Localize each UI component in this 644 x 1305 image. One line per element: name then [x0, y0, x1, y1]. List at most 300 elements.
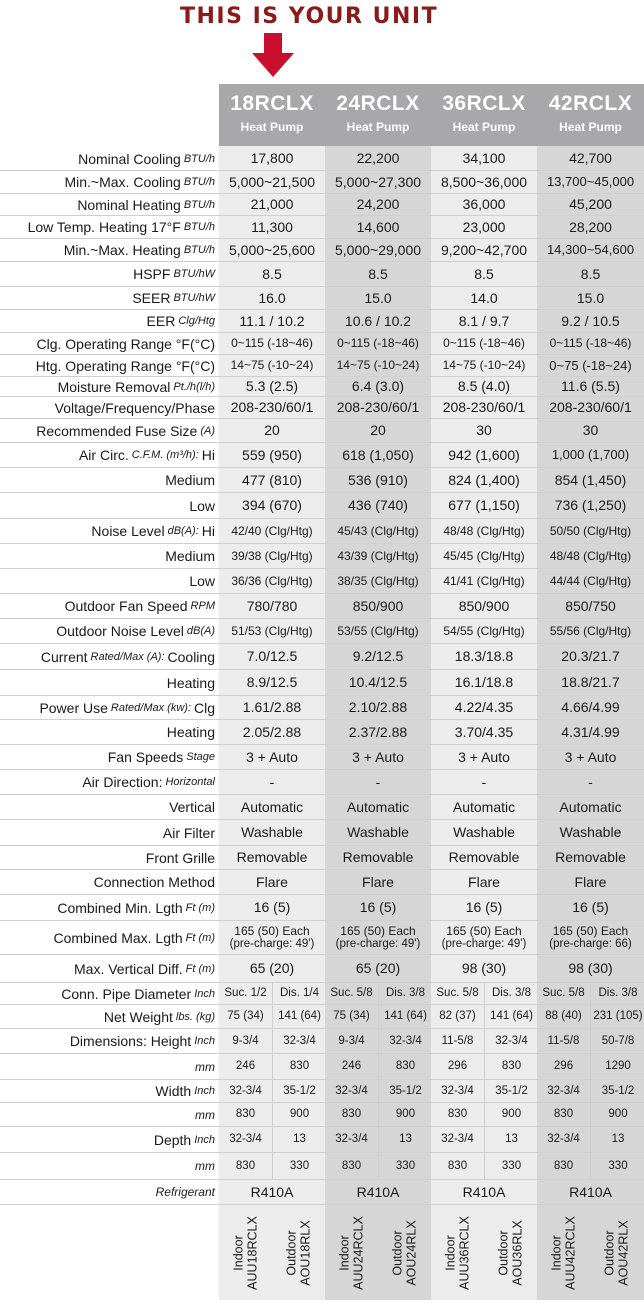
spec-value: 677 (1,150): [448, 497, 520, 514]
spec-value: 35-1/2: [272, 1080, 326, 1102]
spec-value: 0~115 (-18~46): [549, 336, 632, 351]
spec-value: 14.0: [470, 289, 498, 306]
spec-row: [0, 1080, 644, 1103]
spec-label: [0, 696, 215, 719]
unit-position: Outdoor: [496, 1229, 511, 1276]
spec-value: 14~75 (-10~24): [230, 358, 314, 373]
spec-label: [0, 468, 215, 492]
spec-label-text: Fan Speeds: [107, 749, 184, 765]
spec-value: 11-5/8: [547, 1034, 580, 1047]
spec-row: [0, 216, 644, 239]
spec-row: [0, 397, 644, 419]
spec-value: 30: [476, 422, 492, 439]
spec-label-text: Combined Min. Lgth: [57, 899, 183, 916]
spec-value: 296: [553, 1060, 574, 1073]
spec-label-text: Low: [189, 497, 215, 514]
spec-label-text: Air Filter: [162, 824, 215, 841]
unit-model-code: AOU42RLX: [617, 1219, 631, 1286]
spec-label-text: Recommended Fuse Size: [36, 422, 198, 439]
spec-value: 8.9/12.5: [246, 674, 298, 691]
spec-label: [0, 1080, 215, 1102]
spec-value: 42/40 (Clg/Htg): [231, 523, 313, 538]
unit-model-code: AUU18RCLX: [245, 1215, 260, 1290]
model-number: [496, 1220, 525, 1285]
spec-unit: BTU/hW: [173, 268, 215, 280]
spec-value: 0~115 (-18~46): [443, 336, 525, 351]
spec-label: [0, 1103, 215, 1126]
spec-row: [0, 795, 644, 820]
spec-value: 32-3/4: [229, 1084, 262, 1097]
spec-value: 8.5: [262, 265, 282, 282]
model-number-cell: [378, 1205, 431, 1300]
spec-label-text: Heating: [166, 724, 215, 740]
model-number-cell: [590, 1205, 644, 1300]
spec-value: 53/55 (Clg/Htg): [337, 623, 419, 638]
spec-value: 98 (30): [461, 960, 507, 977]
unit-model-code: AUU42RCLX: [563, 1215, 578, 1290]
spec-value: 1,000 (1,700): [551, 447, 630, 463]
spec-unit: Rated/Max (kw):: [110, 701, 191, 714]
spec-label: [0, 720, 215, 744]
spec-value: 330: [378, 1153, 432, 1179]
spec-label-text: Power Use: [39, 699, 108, 716]
spec-value: Dis. 3/8: [484, 983, 538, 1004]
spec-value: 65 (20): [355, 960, 401, 977]
spec-value: Flare: [362, 873, 394, 890]
spec-value: 36/36 (Clg/Htg): [231, 573, 313, 588]
model-number: [231, 1216, 260, 1290]
spec-value: Suc. 1/2: [224, 987, 267, 1000]
spec-value: 942 (1,600): [448, 446, 520, 463]
spec-label-text: Max. Vertical Diff.: [74, 960, 183, 977]
spec-row: [0, 419, 644, 443]
spec-label: [0, 419, 215, 442]
spec-label-text: EER: [146, 313, 176, 329]
spec-row: [0, 720, 644, 745]
spec-label: [0, 171, 215, 193]
spec-value: [325, 921, 431, 954]
spec-row: [0, 770, 644, 795]
spec-unit: BTU/h: [183, 244, 215, 256]
spec-label-text: Htg. Operating Range °F(°C): [35, 357, 215, 374]
spec-value: 41/41 (Clg/Htg): [443, 573, 525, 588]
spec-label: [0, 1127, 215, 1152]
spec-row: [0, 333, 644, 355]
spec-row: [0, 594, 644, 619]
spec-value: 15.0: [576, 289, 605, 306]
spec-value: 8.5: [474, 265, 494, 282]
spec-value: Suc. 5/8: [330, 987, 373, 1000]
model-number-cell: [219, 1205, 272, 1300]
spec-row: [0, 493, 644, 519]
spec-value: 8.5: [580, 265, 601, 282]
spec-row: [0, 1029, 644, 1054]
spec-value: 850/900: [352, 597, 404, 614]
spec-value-line: 165 (50) Each: [340, 924, 416, 939]
spec-value: 330: [272, 1153, 326, 1179]
spec-value: Removable: [555, 849, 626, 866]
spec-value: 50-7/8: [590, 1029, 644, 1053]
unit-position: Indoor: [549, 1234, 564, 1271]
spec-value: 35-1/2: [484, 1080, 538, 1102]
spec-value: 3 + Auto: [458, 748, 510, 765]
spec-unit: Pt./h(l/h): [173, 380, 215, 393]
spec-value: 231 (105): [590, 1005, 644, 1028]
spec-value: Washable: [559, 824, 622, 841]
spec-value: 88 (40): [545, 1010, 582, 1023]
spec-value-note: (pre-charge: 49'): [441, 937, 527, 950]
spec-label: [0, 619, 215, 643]
spec-label: [0, 194, 215, 215]
spec-row: [0, 239, 644, 262]
model-number: [443, 1216, 472, 1290]
spec-unit: BTU/h: [183, 176, 215, 188]
spec-value: 5,000~21,500: [228, 173, 316, 190]
spec-row: [0, 310, 644, 333]
spec-value: 54/55 (Clg/Htg): [443, 623, 525, 638]
spec-value: 32-3/4: [378, 1029, 432, 1053]
spec-unit: Inch: [194, 987, 215, 1000]
model-number-row: [219, 1205, 644, 1300]
spec-value: 830: [484, 1054, 538, 1079]
spec-value: 4.31/4.99: [561, 723, 620, 740]
spec-value: 330: [484, 1153, 538, 1179]
spec-value: 830: [235, 1159, 256, 1172]
spec-unit: (A): [200, 424, 215, 437]
spec-unit: BTU/h: [183, 198, 215, 211]
spec-label-text: Air Circ.: [78, 447, 129, 463]
spec-value: 330: [590, 1153, 644, 1179]
spec-value: 23,000: [462, 218, 506, 235]
spec-value: 14~75 (-10~24): [336, 358, 420, 373]
spec-value: 9-3/4: [338, 1034, 365, 1047]
spec-value: 208-230/60/1: [336, 399, 420, 416]
spec-value: 14~75 (-10~24): [442, 358, 526, 373]
spec-unit: mm: [195, 1107, 215, 1122]
spec-label-text: Min.~Max. Cooling: [64, 174, 181, 190]
spec-label-text: Min.~Max. Heating: [63, 242, 181, 258]
spec-value: Automatic: [240, 798, 304, 815]
spec-value: [219, 921, 325, 954]
spec-row: [0, 1054, 644, 1080]
spec-value: 7.0/12.5: [246, 648, 298, 665]
model-number-cell: [431, 1205, 484, 1300]
spec-value: 4.22/4.35: [454, 699, 514, 716]
spec-label: [0, 1029, 215, 1053]
unit-model-code: AOU24RLX: [404, 1219, 419, 1286]
spec-value: 32-3/4: [441, 1084, 474, 1097]
spec-value: 394 (670): [242, 497, 302, 514]
spec-value: 18.3/18.8: [454, 648, 514, 665]
spec-value: 9.2 / 10.5: [561, 312, 620, 329]
spec-value-line: 165 (50) Each: [552, 924, 629, 939]
spec-label: [0, 544, 215, 568]
spec-value: 9,200~42,700: [440, 241, 528, 258]
spec-value: 45,200: [569, 196, 612, 213]
spec-unit: Horizontal: [165, 776, 215, 788]
spec-label: [0, 1005, 215, 1028]
spec-label: [0, 493, 215, 518]
spec-value: 32-3/4: [335, 1133, 368, 1146]
spec-row: [0, 519, 644, 544]
spec-value: 16 (5): [253, 899, 291, 916]
spec-value: 3.70/4.35: [454, 723, 514, 740]
spec-row: [0, 870, 644, 895]
spec-value: 42,700: [569, 150, 612, 167]
spec-row: [0, 820, 644, 846]
spec-value: 900: [590, 1103, 644, 1126]
spec-value: 900: [378, 1103, 432, 1126]
model-header-cell: [325, 84, 431, 146]
spec-row: [0, 846, 644, 870]
spec-label: [0, 287, 215, 309]
unit-model-code: AUU36RCLX: [457, 1215, 472, 1290]
spec-unit: C.F.M. (m³/h):: [131, 449, 199, 461]
spec-value: 20.3/21.7: [561, 648, 620, 665]
spec-label-suffix: Hi: [201, 523, 215, 539]
spec-value: 10.4/12.5: [348, 674, 408, 691]
spec-row: [0, 644, 644, 670]
spec-row: [0, 1103, 644, 1127]
spec-value: 208-230/60/1: [442, 399, 526, 416]
spec-row: [0, 569, 644, 594]
spec-label-text: Outdoor Fan Speed: [64, 598, 188, 614]
spec-value: 48/48 (Clg/Htg): [549, 548, 632, 563]
spec-value: 830: [447, 1159, 468, 1172]
spec-value: 16 (5): [572, 899, 609, 916]
spec-row: [0, 377, 644, 397]
spec-label: [0, 310, 215, 332]
arrow-down-icon: [252, 33, 294, 77]
spec-label-text: SEER: [132, 290, 171, 306]
spec-label-text: Combined Max. Lgth: [53, 929, 183, 946]
spec-value: 32-3/4: [441, 1133, 474, 1146]
spec-value: 2.10/2.88: [348, 699, 408, 716]
spec-label-text: Low Temp. Heating 17°F: [27, 219, 181, 235]
spec-value: Removable: [448, 849, 520, 866]
spec-unit: lbs. (kg): [175, 1010, 215, 1023]
spec-value: 141 (64): [378, 1005, 432, 1028]
spec-value: 8.5: [368, 265, 388, 282]
spec-value: [431, 921, 537, 954]
model-type: Heat Pump: [346, 120, 410, 134]
unit-position: Outdoor: [602, 1229, 617, 1276]
spec-row: [0, 468, 644, 493]
spec-value: 246: [341, 1060, 362, 1073]
spec-value: 55/56 (Clg/Htg): [549, 623, 632, 638]
spec-value: 35-1/2: [590, 1080, 644, 1102]
spec-label-text: Vertical: [169, 799, 215, 815]
spec-value: Suc. 5/8: [542, 987, 585, 1000]
spec-value: 75 (34): [333, 1010, 370, 1023]
spec-value: 43/39 (Clg/Htg): [337, 548, 419, 563]
spec-label-text: Air Direction:: [82, 774, 163, 790]
model-number-cell: [272, 1205, 325, 1300]
spec-value: Automatic: [559, 798, 622, 815]
spec-value: 10.6 / 10.2: [344, 312, 412, 329]
spec-unit: Inch: [194, 1035, 215, 1047]
spec-label-text: HSPF: [133, 266, 171, 282]
spec-value: 5,000~29,000: [334, 241, 422, 258]
spec-value: 141 (64): [272, 1005, 326, 1028]
spec-value: 6.4 (3.0): [351, 378, 405, 395]
spec-value: 36,000: [462, 196, 506, 213]
spec-value: 141 (64): [484, 1005, 538, 1028]
spec-value: 11.6 (5.5): [561, 378, 620, 395]
spec-value: 35-1/2: [378, 1080, 432, 1102]
spec-value: 4.66/4.99: [561, 699, 620, 716]
spec-label-suffix: Cooling: [167, 648, 215, 665]
spec-unit: Ft (m): [185, 901, 215, 914]
model-name: 24RCLX: [336, 92, 420, 115]
spec-value: 11.1 / 10.2: [239, 312, 305, 329]
spec-value: 0~115 (-18~46): [231, 336, 313, 351]
spec-value: Washable: [453, 824, 515, 841]
spec-value: -: [588, 773, 593, 790]
spec-value: 48/48 (Clg/Htg): [443, 523, 525, 538]
spec-label-text: Depth: [153, 1131, 192, 1148]
unit-position: Indoor: [337, 1234, 352, 1271]
spec-value: -: [375, 773, 381, 790]
spec-unit: dB(A): [186, 625, 215, 637]
spec-value: 9.2/12.5: [352, 648, 404, 665]
spec-value: 3 + Auto: [564, 748, 617, 765]
spec-label: [0, 1054, 215, 1079]
model-header-cell: [219, 84, 325, 146]
model-type: Heat Pump: [452, 120, 516, 134]
spec-value: 13,700~45,000: [546, 174, 635, 190]
spec-value: 246: [235, 1060, 256, 1073]
spec-value: 9-3/4: [232, 1034, 259, 1047]
spec-value-note: (pre-charge: 49'): [229, 937, 315, 950]
spec-value-note: (pre-charge: 66): [549, 937, 632, 950]
spec-label: [0, 870, 215, 894]
spec-value: 39/38 (Clg/Htg): [231, 548, 313, 563]
model-name: 42RCLX: [548, 92, 633, 115]
spec-label-text: Voltage/Frequency/Phase: [54, 399, 215, 416]
spec-value: 45/43 (Clg/Htg): [337, 523, 419, 538]
spec-value: 0~115 (-18~46): [337, 336, 419, 351]
model-type: Heat Pump: [240, 120, 304, 134]
spec-value: 98 (30): [568, 960, 613, 977]
spec-value: 32-3/4: [547, 1084, 580, 1097]
spec-unit: RPM: [190, 600, 215, 612]
spec-label: [0, 216, 215, 238]
spec-label-text: Nominal Cooling: [78, 150, 181, 167]
spec-value: 780/780: [246, 597, 298, 614]
spec-value: 14,600: [356, 218, 400, 235]
unit-model-code: AOU18RLX: [298, 1219, 313, 1286]
spec-row: [0, 983, 644, 1005]
spec-label-text: Outdoor Noise Level: [56, 623, 184, 639]
spec-label-text: Moisture Removal: [57, 378, 171, 395]
spec-value: 1.61/2.88: [242, 699, 302, 716]
spec-value: 22,200: [356, 150, 400, 167]
spec-label-text: Width: [155, 1083, 192, 1099]
unit-position: Indoor: [231, 1234, 246, 1271]
spec-label: [0, 239, 215, 261]
spec-value: 18.8/21.7: [561, 674, 620, 691]
spec-label: [0, 443, 215, 467]
spec-value-note: (pre-charge: 49'): [335, 937, 421, 950]
spec-value: 830: [378, 1054, 432, 1079]
spec-value: Washable: [241, 824, 303, 841]
spec-label-text: Heating: [166, 674, 215, 691]
spec-unit: Inch: [194, 1085, 215, 1097]
spec-value: 30: [582, 422, 599, 439]
model-number: [549, 1216, 578, 1290]
spec-value: 830: [553, 1159, 574, 1172]
spec-label: [0, 1153, 215, 1179]
spec-unit: BTU/hW: [173, 292, 215, 304]
spec-value: Removable: [236, 849, 308, 866]
spec-value-line: 165 (50) Each: [234, 924, 310, 939]
spec-value: 3 + Auto: [246, 748, 298, 765]
spec-value: -: [269, 773, 275, 790]
spec-value: R410A: [356, 1183, 400, 1200]
spec-label: [0, 147, 215, 170]
spec-label-text: Connection Method: [93, 874, 215, 890]
spec-value: 38/35 (Clg/Htg): [337, 573, 419, 588]
spec-value: Dis. 1/4: [272, 983, 326, 1004]
spec-label: [0, 895, 215, 920]
spec-row: [0, 171, 644, 194]
spec-label-text: Dimensions: Height: [69, 1033, 192, 1049]
spec-value: 830: [447, 1108, 468, 1121]
spec-value: 8.1 / 9.7: [458, 312, 510, 329]
spec-row: [0, 194, 644, 216]
model-header-cell: [537, 84, 644, 146]
unit-position: Outdoor: [390, 1229, 405, 1276]
spec-value: 5,000~25,600: [228, 241, 316, 258]
spec-row: [0, 696, 644, 720]
spec-label-text: Low: [189, 573, 215, 589]
spec-value: 830: [235, 1108, 256, 1121]
spec-value: R410A: [462, 1183, 506, 1200]
spec-row: [0, 1153, 644, 1180]
spec-value-line: 165 (50) Each: [446, 924, 522, 939]
spec-value: 16 (5): [359, 899, 397, 916]
spec-value: 32-3/4: [484, 1029, 538, 1053]
spec-value: 824 (1,400): [448, 471, 520, 488]
spec-value: 830: [341, 1159, 362, 1172]
spec-value: 17,800: [250, 150, 294, 167]
spec-value: Flare: [468, 873, 500, 890]
spec-value: 618 (1,050): [342, 446, 414, 463]
spec-value: 32-3/4: [272, 1029, 326, 1053]
spec-value: 830: [341, 1108, 362, 1121]
spec-value: 13: [590, 1127, 644, 1152]
spec-value: 44/44 (Clg/Htg): [549, 573, 632, 588]
unit-model-code: AUU24RCLX: [351, 1215, 366, 1290]
banner-title: THIS IS YOUR UNIT: [180, 4, 439, 29]
spec-value: 51/53 (Clg/Htg): [231, 623, 313, 638]
spec-value: [537, 921, 644, 954]
spec-value: 900: [272, 1103, 326, 1126]
spec-label-text: Net Weight: [103, 1008, 173, 1025]
spec-value: 850/750: [565, 597, 616, 614]
spec-label: [0, 355, 215, 376]
spec-value: Dis. 3/8: [378, 983, 432, 1004]
spec-value: 15.0: [364, 289, 392, 306]
spec-value: R410A: [569, 1183, 612, 1200]
spec-value: Removable: [342, 849, 414, 866]
spec-label: [0, 670, 215, 695]
spec-value: 11-5/8: [441, 1034, 474, 1047]
model-number: [390, 1220, 419, 1285]
spec-value: 0~75 (-18~24): [549, 357, 632, 373]
spec-label: [0, 921, 215, 954]
